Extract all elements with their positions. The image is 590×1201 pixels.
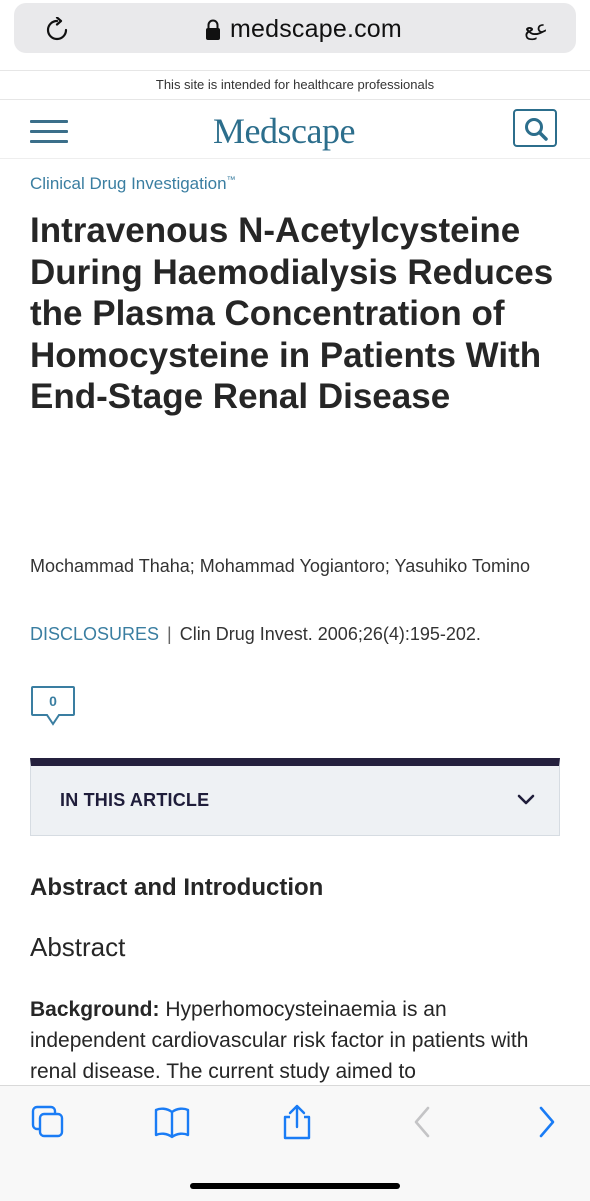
professional-notice: This site is intended for healthcare professionals — [0, 70, 590, 100]
reader-view-button[interactable]: عع — [524, 17, 548, 40]
comment-count: 0 — [49, 693, 57, 709]
background-label: Background: — [30, 998, 160, 1021]
in-this-article-dropdown[interactable] — [30, 758, 560, 836]
abstract-paragraph — [30, 994, 560, 1087]
journal-name[interactable] — [30, 174, 236, 194]
reload-icon[interactable] — [44, 17, 70, 43]
article-meta — [30, 624, 481, 645]
address-bar[interactable] — [14, 3, 576, 53]
article-title: Intravenous N-Acetylcysteine During Haemodialysis Reduces the Plasma Concentration of Homocysteine in Patients With End-Stage Renal Disease — [30, 211, 554, 416]
share-icon[interactable] — [279, 1104, 315, 1140]
site-logo[interactable]: Medscape — [213, 111, 355, 151]
journal-title[interactable]: Clinical Drug Investigation — [30, 174, 227, 193]
tabs-icon[interactable] — [30, 1104, 66, 1140]
lock-icon — [205, 19, 221, 41]
comment-bubble-icon — [30, 685, 76, 727]
article-authors: Mochammad Thaha; Mohammad Yogiantoro; Yasuhiko Tomino — [30, 556, 530, 576]
in-this-article-label: IN THIS ARTICLE — [60, 790, 210, 810]
meta-separator: | — [167, 624, 172, 644]
abstract-heading: Abstract — [30, 932, 126, 962]
url-text[interactable]: medscape.com — [230, 15, 402, 43]
back-icon[interactable] — [405, 1104, 441, 1140]
bookmarks-icon[interactable] — [154, 1104, 190, 1140]
trademark-mark: ™ — [226, 174, 236, 185]
comment-button[interactable] — [30, 685, 76, 727]
menu-icon[interactable] — [30, 120, 68, 146]
section-heading: Abstract and Introduction — [30, 874, 324, 901]
browser-address-area — [0, 0, 590, 70]
search-button[interactable] — [513, 109, 557, 147]
forward-icon[interactable] — [528, 1104, 564, 1140]
chevron-down-icon — [517, 794, 535, 806]
disclosures-link[interactable]: DISCLOSURES — [30, 624, 160, 644]
home-indicator[interactable] — [190, 1183, 400, 1189]
citation: Clin Drug Invest. 2006;26(4):195-202. — [179, 624, 481, 644]
search-icon — [523, 116, 549, 142]
site-header — [0, 100, 590, 159]
background-text: Hyperhomocysteinaemia is an independent cardiovascular risk factor in patients with renal disease. The current study aimed to — [30, 998, 529, 1083]
